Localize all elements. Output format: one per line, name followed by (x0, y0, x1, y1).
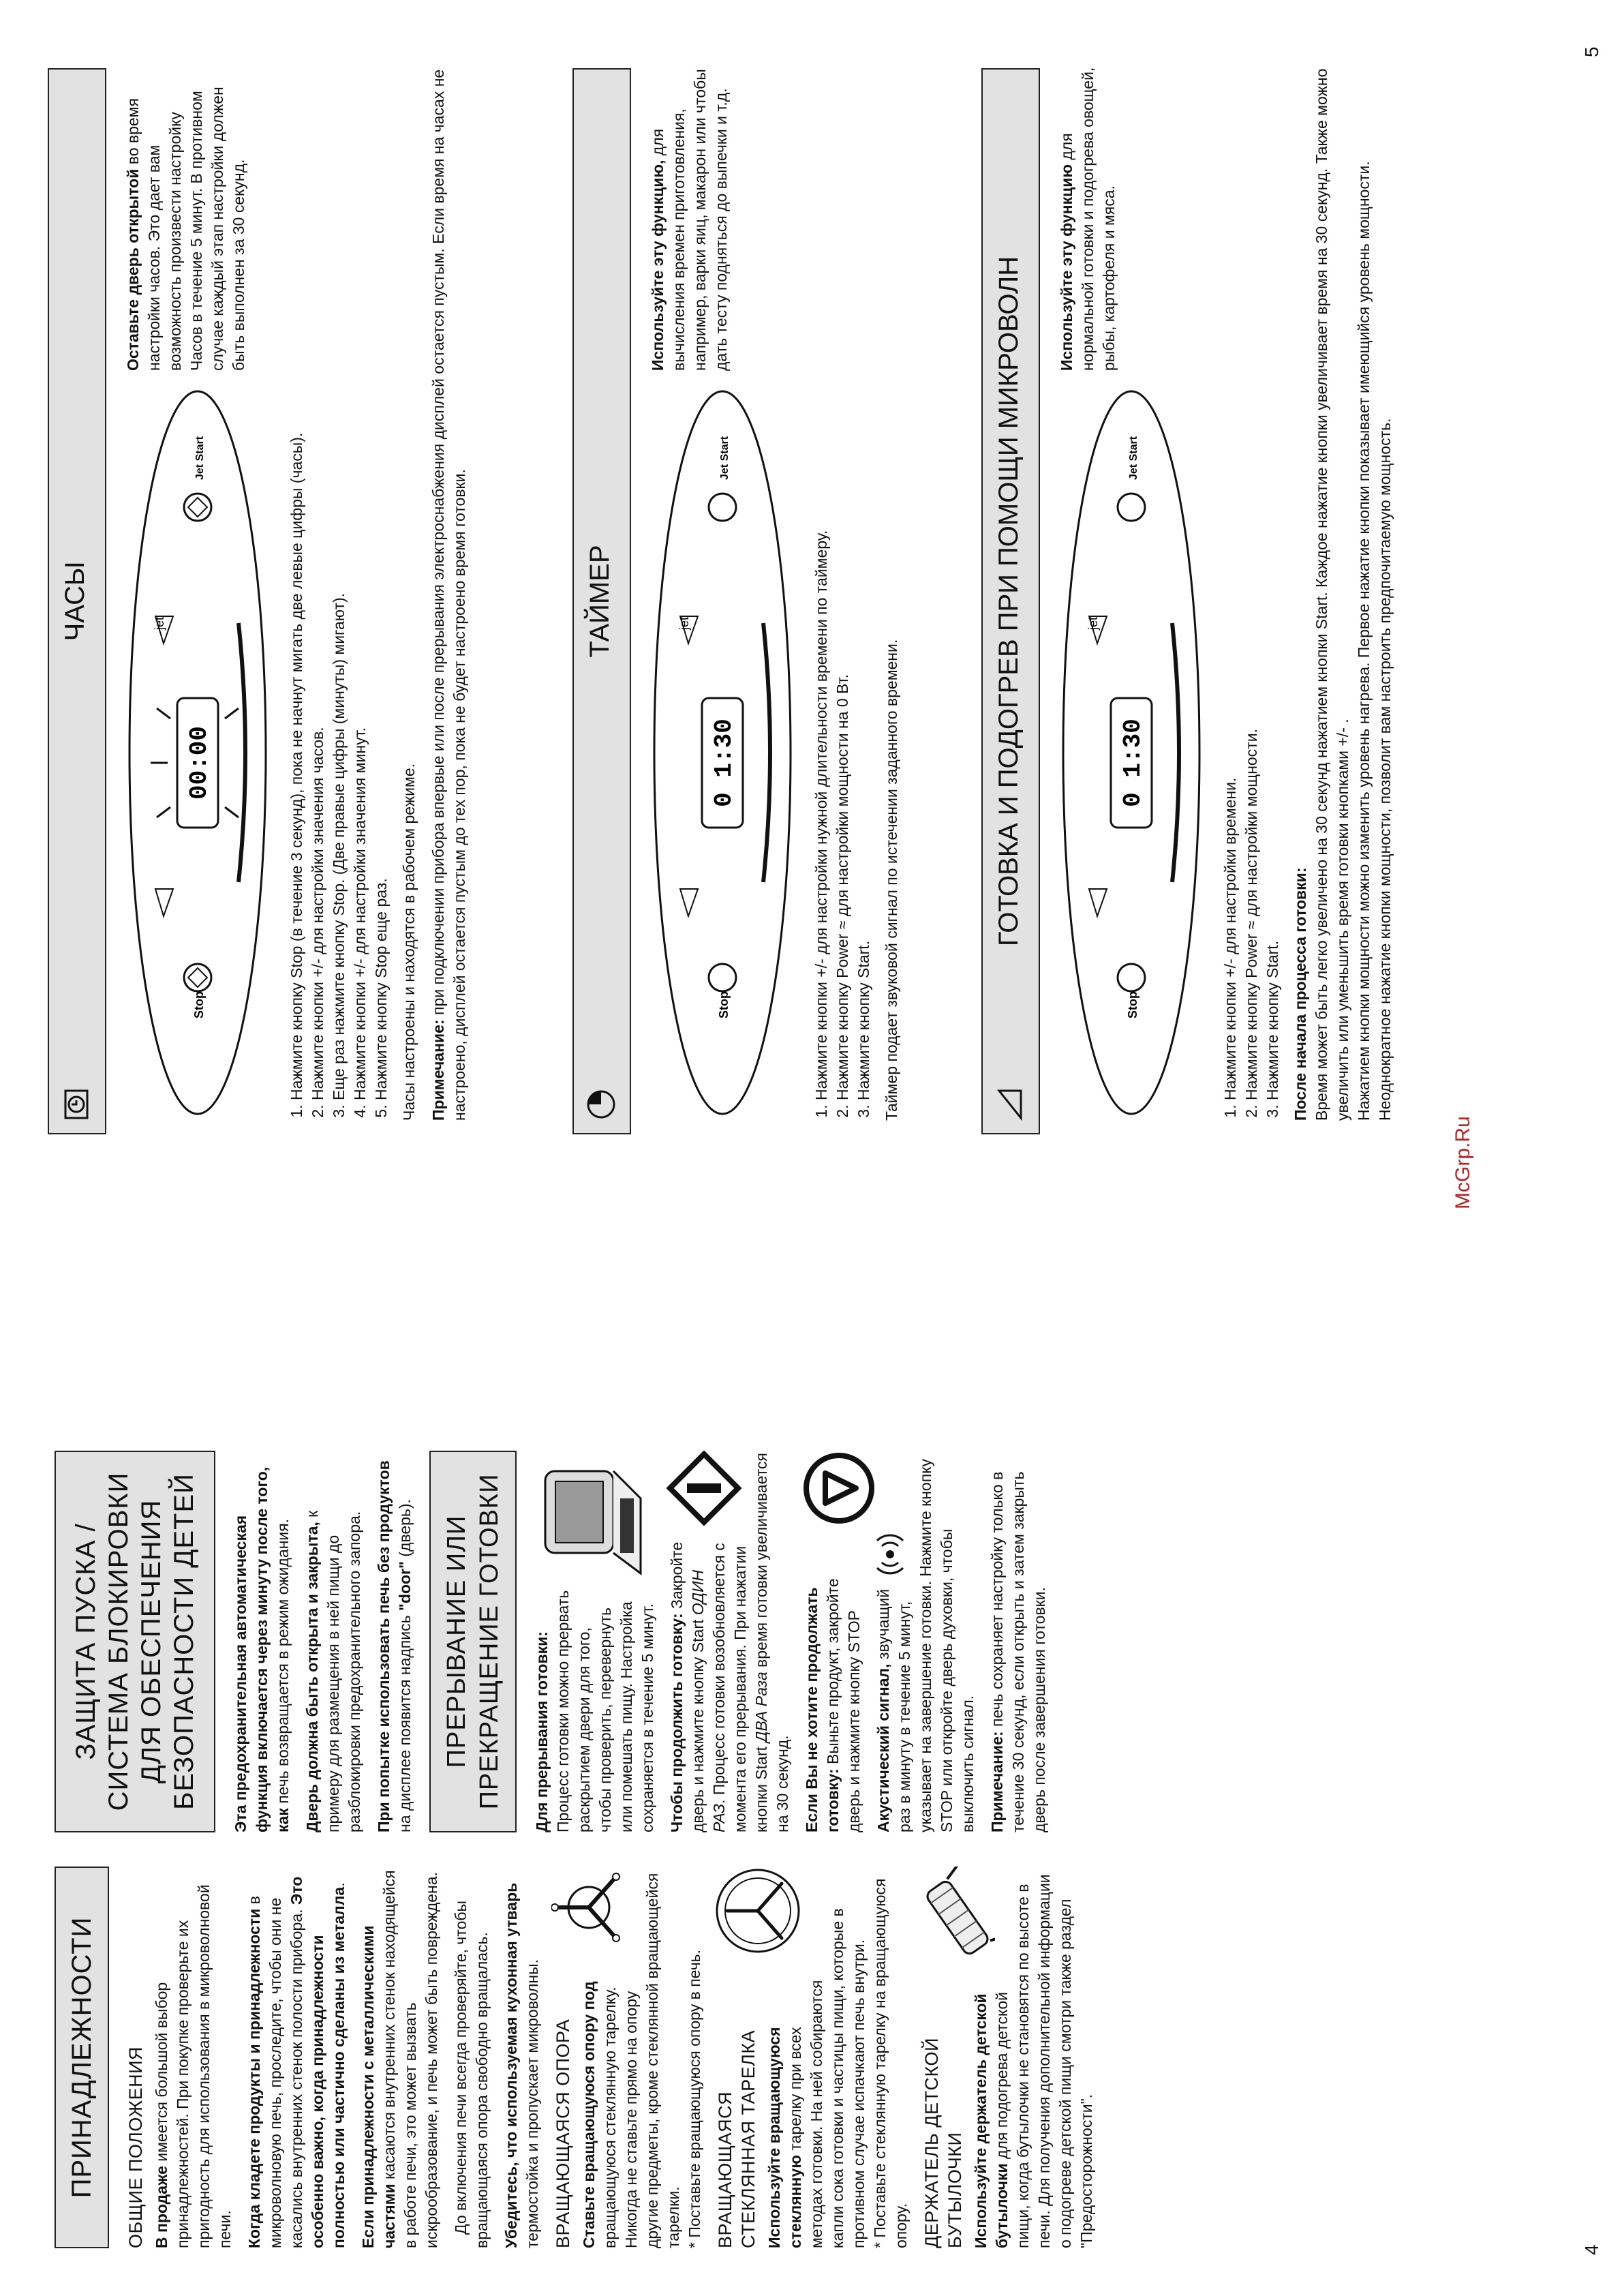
panel-jetstart-label: Jet Start (194, 436, 206, 480)
microwave-display-text: 0 1:30 (1119, 719, 1147, 807)
start-button-icon (1118, 494, 1145, 521)
svg-text:jet: jet (677, 616, 691, 630)
timer-header (572, 68, 631, 1134)
bottle-holder-subtitle: ДЕРЖАТЕЛЬ ДЕТСКОЙ БУТЫЛОЧКИ (921, 2038, 965, 2248)
paragraph: Примечание: при подключении прибора впервые или после прерывания электроснабжения дисплей остается пустым. Если время на часах не настроено, дисплей остается пустым до тех пор, пока не будет настроено время готовки. (429, 69, 468, 1121)
minus-button-icon (1089, 889, 1107, 916)
paragraph: Таймер подает звуковой сигнал по истечении заданного времени. (883, 639, 900, 1121)
clock-header (48, 68, 106, 1134)
page-number-left: 4 (1581, 2244, 1602, 2255)
minus-button-icon (680, 889, 698, 916)
sound-signal-icon (873, 1534, 907, 1575)
paragraph: Ставьте вращающуюся опору под вращающуюся стеклянную тарелку. Никогда не ставьте прямо на опору другие предметы, кроме стеклянной вращающейся тарелки. * Поставьте вращающуюся опору в печь. (580, 1873, 703, 2248)
svg-text:Stop: Stop (1126, 991, 1139, 1018)
list-item: 1. Нажмите кнопки +/- для настройки времени. (1220, 64, 1241, 1100)
paragraph: Если Вы не хотите продолжать готовку: Выньте продукт, закройте дверь и нажмите кнопку STOP (803, 1578, 863, 1832)
turntable-support-illustration (551, 1867, 626, 1948)
microwave-header (981, 68, 1040, 1134)
paragraph: Используйте держатель детской бутылочки для подогрева детской пищи, когда бутылочки не становятся по высоте в печи. Для получения дополнительной информации о подогреве детской пищи смотри также раздел "Предосторожности". (972, 1874, 1095, 2248)
paragraph: Чтобы продолжить готовку: Закройте дверь и нажмите кнопку Start ОДИН РАЗ. Процесс готовки возобновляется с момента его прерывания. При нажатии кнопки Start ДВА Раза время готовки увеличивается на 30 секунд. (668, 1453, 791, 1832)
accessories-title: ПРИНАДЛЕЖНОСТИ (55, 1867, 109, 2248)
bottle-holder-illustration (920, 1867, 995, 1969)
list-item: 3. Еще раз нажмите кнопку Stop. (Две правые цифры (минуты) мигают). (328, 64, 350, 1100)
clock-title: ЧАСЫ (60, 561, 90, 641)
timer-instructions (811, 64, 911, 1121)
paragraph: Когда кладете продукты и принадлежности в микроволновую печь, проследите, чтобы они не касались внутренних стенок полости прибора. Это особенно важно, когда принадлежности полностью или частично сделаны из металла. (245, 1876, 348, 2248)
stop-button-icon (709, 964, 736, 991)
paragraph: Акустический сигнал, звучащий раз в минуту в течение 5 минут, указывает на завершение готовки. Нажмите кнопку STOP или откройте дверь духовки, чтобы выключить сигнал. (874, 1458, 977, 1832)
paragraph: Используйте вращающуюся стеклянную тарелку при всех методах готовки. На ней собираются капли сока готовки и частицы пищи, которые в противном случае испачкают печь внутри. * Поставьте стеклянную тарелку на вращающуюся опору. (765, 1878, 910, 2248)
accessories-column (55, 1867, 1105, 2248)
svg-text:jet: jet (1086, 616, 1100, 630)
list-item: 2. Нажмите кнопку Power ≈ для настройки мощности на 0 Вт. (832, 64, 853, 1100)
microwave-side-text: Используйте эту функцию для нормальной готовки и подогрева овощей, рыбы, картофеля и мяса. (1058, 67, 1118, 371)
stop-button-icon (1118, 964, 1145, 991)
paragraph: Примечание: печь сохраняет настройку только в течение 30 секунд, если открыть и затем закрыть дверь после завершения готовки. (988, 1471, 1048, 1832)
paragraph: Дверь должна быть открыта и закрыта, к примеру для размещения в ней пищи до разблокировки предохранительного запора. (303, 1510, 363, 1832)
minus-button-icon (155, 889, 173, 916)
watermark: McGrp.Ru (1452, 1116, 1474, 1209)
svg-text:Stop: Stop (717, 991, 731, 1018)
clock-display-text: 00:00 (185, 725, 213, 800)
svg-text:Jet Start: Jet Start (1128, 436, 1139, 480)
list-item: 1. Нажмите кнопку Stop (в течение 3 секунд), пока не начнут мигать две левые цифры (часы). (286, 64, 307, 1100)
open-oven-illustration (532, 1451, 647, 1580)
paragraph: До включения печи всегда проверяйте, чтобы вращающаяся опора свободно вращалась. (452, 1900, 491, 2248)
microwave-instructions (1220, 64, 1404, 1121)
svg-text:Jet Start: Jet Start (719, 436, 731, 480)
safety-title: ЗАЩИТА ПУСКА / СИСТЕМА БЛОКИРОВКИ ДЛЯ ОБЕСПЕЧЕНИЯ БЕЗОПАСНОСТИ ДЕТЕЙ (55, 1451, 215, 1832)
after-start-heading: После начала процесса готовки: (1291, 867, 1309, 1121)
page-number-right: 5 (1581, 46, 1602, 57)
microwave-control-panel (1056, 384, 1206, 1121)
paragraph: Убедитесь, что используемая кухонная утварь термостойка и пропускает микроволны. (502, 1882, 541, 2248)
clock-side-text: Оставьте дверь открытой во время настройки часов. Это дает вам возможность произвести настройку Часов в течение 5 минут. В противном случае каждый этап настройки должен быть выполнен за 30 секунд. (124, 87, 247, 371)
timer-title: ТАЙМЕР (585, 545, 615, 658)
list-item: 5. Нажмите кнопку Stop еще раз. (371, 64, 392, 1100)
paragraph: Если принадлежности с металлическими частями касаются внутренних стенок находящейся в работе печи, это может вызвать искрообразование, и печь может быть повреждена. (359, 1870, 440, 2248)
turntable-support-subtitle: ВРАЩАЮЩАЯСЯ ОПОРА (553, 2019, 573, 2248)
list-item: 4. Нажмите кнопки +/- для настройки значения минут. (350, 64, 371, 1100)
timer-display-text: 0 1:30 (710, 719, 738, 807)
paragraph: При попытке использовать печь без продуктов на дисплее появится надпись "door" (дверь). (375, 1460, 414, 1832)
start-button-icon (709, 494, 736, 521)
clock-control-panel (123, 384, 273, 1121)
paragraph: Часы настроены и находятся в рабочем режиме. (400, 763, 418, 1121)
microwave-title: ГОТОВКА И ПОДОГРЕВ ПРИ ПОМОЩИ МИКРОВОЛН (994, 256, 1024, 947)
clock-instructions (286, 64, 478, 1121)
glass-tray-subtitle: ВРАЩАЮЩАЯСЯ СТЕКЛЯННАЯ ТАРЕЛКА (715, 2029, 759, 2248)
safety-column (55, 1451, 1058, 1832)
start-circle-icon (801, 1451, 876, 1526)
list-item: 2. Нажмите кнопки +/- для настройки значения часов. (307, 64, 328, 1100)
paragraph: Эта предохранительная автоматическая функция включается через минуту после того, как печь возвращается в режим ожидания. (232, 1466, 292, 1832)
list-item: 3. Нажмите кнопку Start. (1262, 64, 1283, 1100)
panel-stop-label: Stop (192, 991, 206, 1018)
pause-diamond-icon (667, 1451, 741, 1526)
list-item: 2. Нажмите кнопку Power ≈ для настройки мощности. (1241, 64, 1262, 1100)
paragraph: В продаже имеется большой выбор принадлежностей. При покупке проверьте их пригодность для использования в микроволновой печи. (153, 1884, 234, 2248)
paragraph: Нажатием кнопки мощности можно изменить уровень нагрева. Первое нажатие кнопки показывает имеющийся уровень мощности. Неоднократное нажатие кнопки мощности, позволит вам настроить предпочитаемую мощность. (1355, 161, 1394, 1121)
paragraph: Время может быть легко увеличено на 30 секунд нажатием кнопки Start. Каждое нажатие кнопки увеличивает время на 30 секунд. Также можно увеличить или уменьшить время готовки кнопками +/- . (1313, 68, 1351, 1121)
glass-turntable-illustration (714, 1867, 802, 1955)
timer-side-text: Используйте эту функцию, для вычисления времен приготовления, например, варки яиц, макарон или чтобы дать тесту подняться до выпечки и т.д. (649, 69, 730, 371)
left-page (0, 1148, 1622, 2296)
interrupt-title: ПРЕРЫВАНИЕ ИЛИ ПРЕКРАЩЕНИЕ ГОТОВКИ (429, 1451, 517, 1832)
list-item: 1. Нажмите кнопки +/- для настройки нужной длительности времени по таймеру. (811, 64, 832, 1100)
panel-jet-label: jet (153, 616, 166, 630)
list-item: 3. Нажмите кнопку Start. (853, 64, 874, 1100)
general-subtitle: ОБЩИЕ ПОЛОЖЕНИЯ (125, 2046, 146, 2248)
paragraph: Для прерывания готовки: Процесс готовки можно прервать раскрытием двери для того, чтобы проверить, перевернуть или помешать пищу. Настройка сохраняется в течение 5 минут. (533, 1590, 656, 1832)
timer-control-panel (647, 384, 797, 1121)
